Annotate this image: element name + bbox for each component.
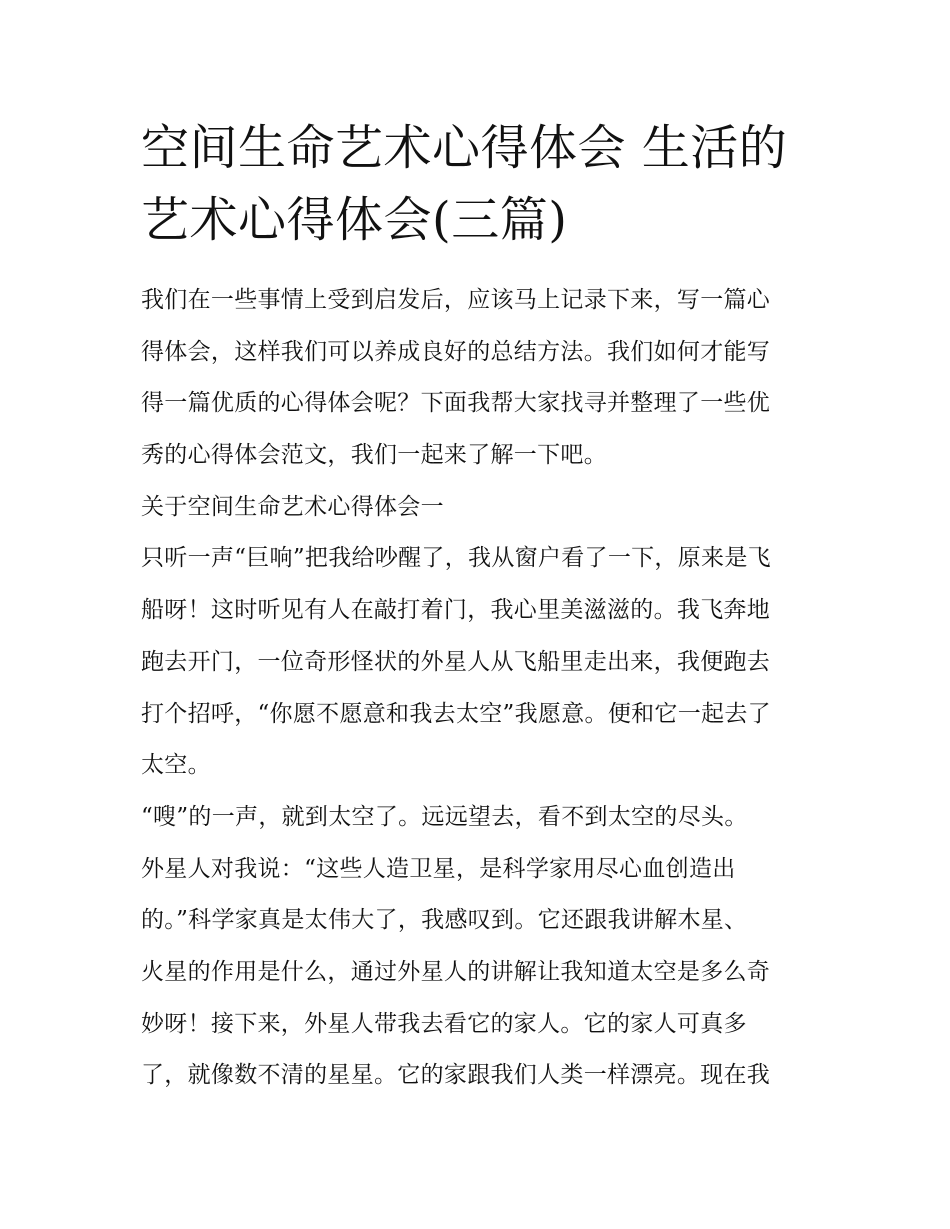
intro-line: 秀的心得体会范文，我们一起来了解一下吧。 xyxy=(141,442,607,469)
paragraph-line: “嗖”的一声，就到太空了。远远望去，看不到太空的尽头。 xyxy=(141,803,748,830)
paragraph-line: 打个招呼，“你愿不愿意和我去太空”我愿意。便和它一起去了 xyxy=(141,700,771,727)
paragraph-line: 外星人对我说：“这些人造卫星，是科学家用尽心血创造出 xyxy=(141,855,736,882)
paragraph-line: 船呀！这时听见有人在敲打着门，我心里美滋滋的。我飞奔地 xyxy=(141,597,771,624)
paragraph-line: 了，就像数不清的星星。它的家跟我们人类一样漂亮。现在我 xyxy=(141,1062,771,1089)
title-line: 空间生命艺术心得体会 生活的 xyxy=(141,120,788,176)
section-heading: 关于空间生命艺术心得体会一 xyxy=(141,493,444,520)
intro-line: 得体会，这样我们可以养成良好的总结方法。我们如何才能写 xyxy=(141,338,771,365)
paragraph-line: 跑去开门，一位奇形怪状的外星人从飞船里走出来，我便跑去 xyxy=(141,648,771,675)
title-line: 艺术心得体会(三篇) xyxy=(141,192,568,248)
intro-line: 我们在一些事情上受到启发后，应该马上记录下来，写一篇心 xyxy=(141,287,771,313)
intro-line: 得一篇优质的心得体会呢？下面我帮大家找寻并整理了一些优 xyxy=(141,390,771,417)
paragraph-line: 太空。 xyxy=(141,752,211,779)
paragraph-line: 火星的作用是什么，通过外星人的讲解让我知道太空是多么奇 xyxy=(141,958,771,985)
document-body xyxy=(141,278,821,1105)
paragraph-line: 只听一声“巨响”把我给吵醒了，我从窗户看了一下，原来是飞 xyxy=(141,545,771,572)
paragraph-line: 的。”科学家真是太伟大了，我感叹到。它还跟我讲解木星、 xyxy=(141,907,748,934)
document-title xyxy=(141,112,816,256)
paragraph-line: 妙呀！接下来，外星人带我去看它的家人。它的家人可真多 xyxy=(141,1010,747,1037)
